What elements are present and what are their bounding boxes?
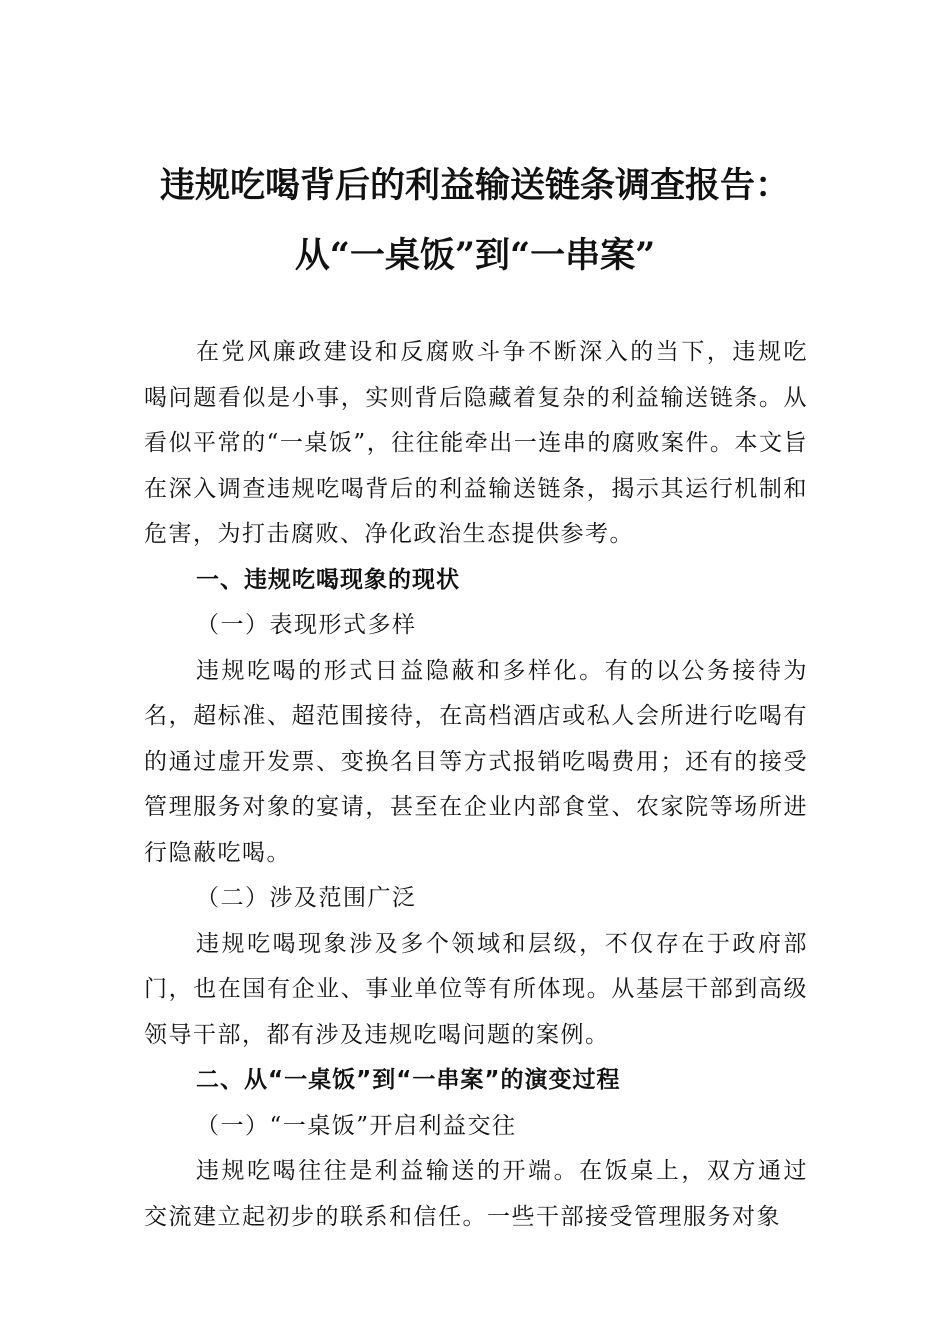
document-title-line-1: 违规吃喝背后的利益输送链条调查报告： xyxy=(159,165,790,206)
section-1-1-paragraph: 违规吃喝的形式日益隐蔽和多样化。有的以公务接待为名，超标准、超范围接待，在高档酒店或私人会所进行吃喝有的通过虚开发票、变换名目等方式报销吃喝费用；还有的接受管理服务对象的宴请，甚至在企业内部食堂、农家院等场所进行隐蔽吃喝。 xyxy=(144,657,808,866)
section-1-2-paragraph: 违规吃喝现象涉及多个领域和层级，不仅存在于政府部门，也在国有企业、事业单位等有所体现。从基层干部到高级领导干部，都有涉及违规吃喝问题的案例。 xyxy=(144,930,808,1048)
section-1-heading: 一、违规吃喝现象的现状 xyxy=(196,566,460,593)
section-1-2-heading: （二）涉及范围广泛 xyxy=(196,885,417,911)
document-body xyxy=(144,330,808,1240)
section-1-1-heading: （一）表现形式多样 xyxy=(196,612,417,638)
section-2-1-heading: （一）“一桌饭”开启利益交往 xyxy=(196,1112,517,1139)
document-title-line-2: 从“一桌饭”到“一串案” xyxy=(294,235,656,276)
section-2-heading: 二、从“一桌饭”到“一串案”的演变过程 xyxy=(196,1067,621,1093)
intro-paragraph: 在党风廉政建设和反腐败斗争不断深入的当下，违规吃喝问题看似是小事，实则背后隐藏着复杂的利益输送链条。从看似平常的“一桌饭”，往往能牵出一连串的腐败案件。本文旨在深入调查违规吃喝背后的利益输送链条，揭示其运行机制和危害，为打击腐败、净化政治生态提供参考。 xyxy=(144,339,808,547)
section-2-1-paragraph: 违规吃喝往往是利益输送的开端。在饭桌上，双方通过交流建立起初步的联系和信任。一些干部接受管理服务对象 xyxy=(144,1158,808,1230)
